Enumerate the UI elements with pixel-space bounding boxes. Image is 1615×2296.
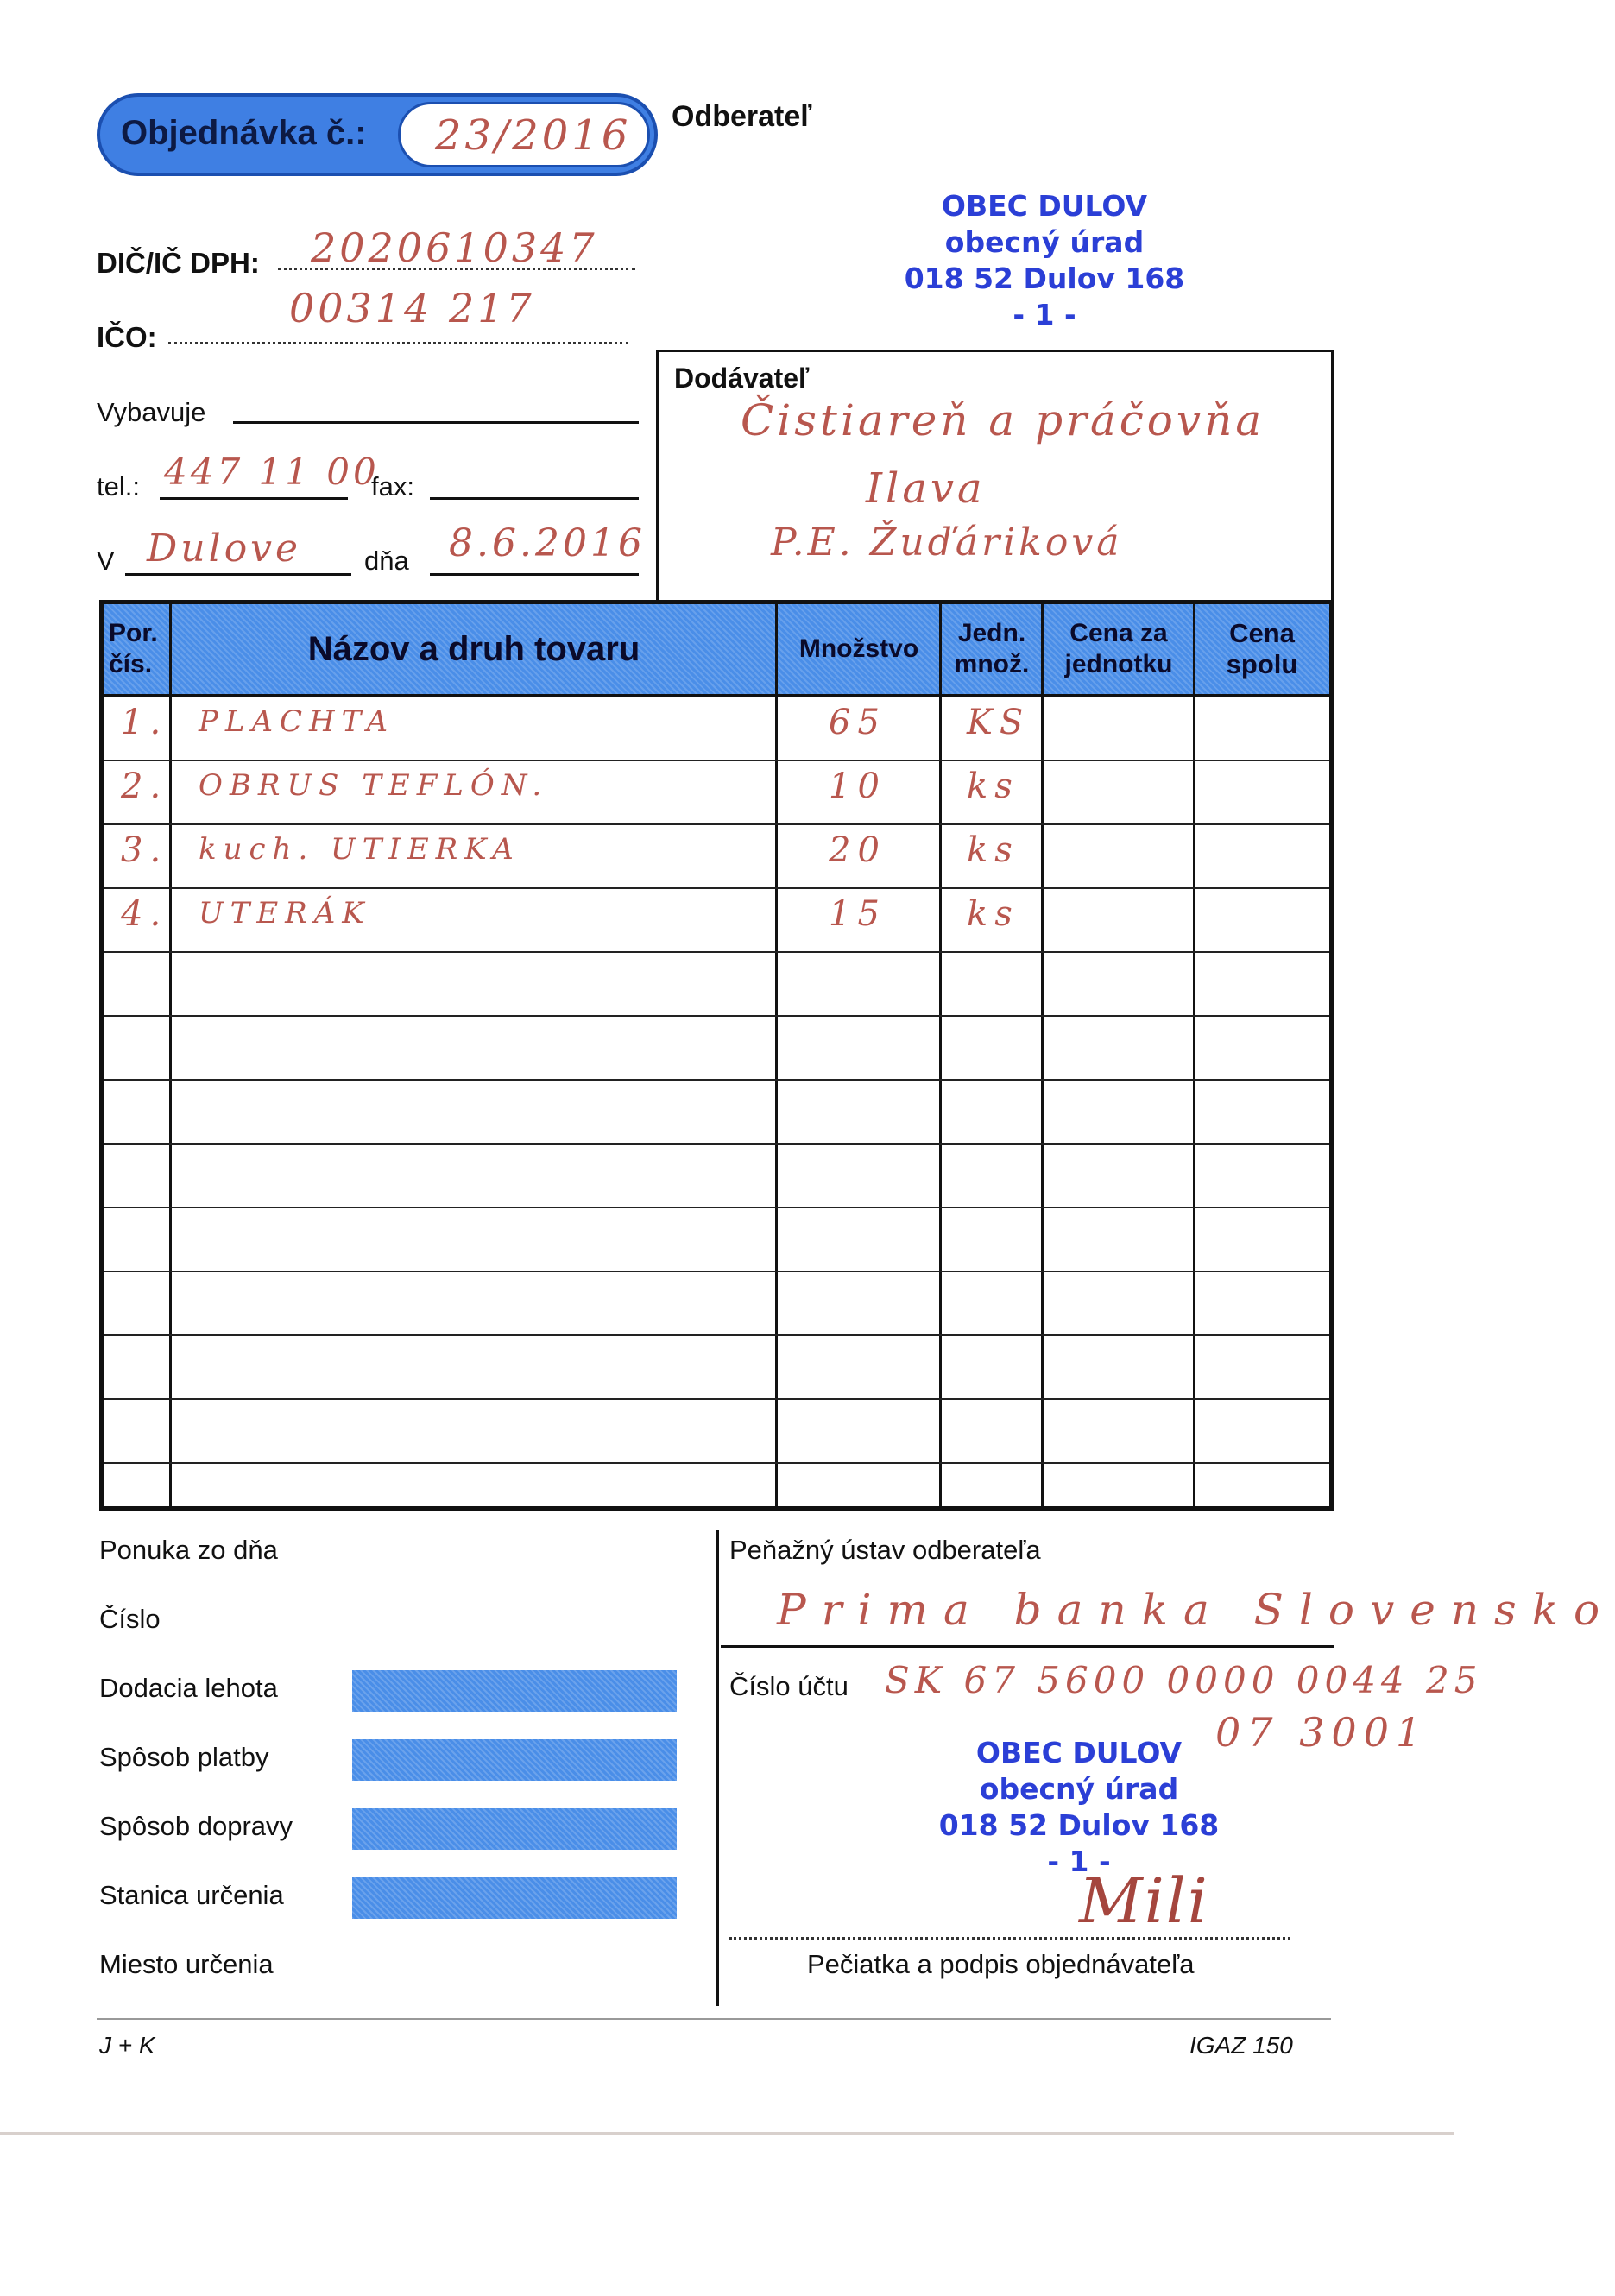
stamp-top-line4: - 1 - [1013, 298, 1076, 331]
supplier-line2: Ilava [866, 464, 986, 513]
stamp-bottom [932, 1735, 1226, 1880]
row-num: 1. [121, 703, 168, 742]
row-divider [104, 1271, 1329, 1272]
row-unit: ks [967, 766, 1019, 806]
row-num: 4. [121, 894, 168, 934]
row-divider [104, 1462, 1329, 1464]
row-qty: 10 [829, 766, 886, 806]
footer-line [97, 2018, 1331, 2020]
account-label: Číslo účtu [729, 1671, 849, 1701]
stamp-top-line2: obecný úrad [944, 225, 1145, 259]
ico-label: IČO: [97, 321, 157, 353]
row-divider [104, 951, 1329, 953]
bank-value: Prima banka Slovensko [777, 1585, 1615, 1635]
row-qty: 15 [829, 894, 886, 934]
payment-bar [352, 1739, 677, 1781]
terms-payment: Spôsob platby [99, 1742, 269, 1772]
stamp-top-line3: 018 52 Dulov 168 [904, 262, 1185, 295]
signature-label: Pečiatka a podpis objednávateľa [807, 1949, 1195, 1979]
stamp-top-line1: OBEC DULOV [941, 189, 1148, 223]
stamp-bottom-line2: obecný úrad [979, 1772, 1179, 1806]
supplier-box [656, 350, 1334, 604]
ico-value: 00314 217 [289, 285, 535, 331]
footer-left: J + K [99, 2032, 155, 2059]
terms-delivery: Dodacia lehota [99, 1673, 278, 1703]
row-name: UTERÁK [199, 896, 371, 930]
handler-label: Vybavuje [97, 397, 206, 427]
account-value: SK 67 5600 0000 0044 25 [885, 1659, 1483, 1701]
account-value-2: 07 3001 [1215, 1709, 1429, 1756]
bank-line [721, 1645, 1334, 1648]
transport-bar [352, 1808, 677, 1850]
header-qty: Množstvo [798, 634, 919, 663]
items-table [99, 600, 1334, 1511]
row-divider [104, 887, 1329, 889]
row-divider [104, 1398, 1329, 1400]
date-value: 8.6.2016 [449, 521, 646, 565]
col-divider [939, 604, 942, 1506]
col-divider [1193, 604, 1195, 1506]
dic-value: 2020610347 [311, 224, 598, 271]
place-line [125, 573, 351, 576]
header-price: Cena za jednotku [1064, 619, 1173, 678]
place-value: Dulove [147, 527, 302, 571]
handler-line [233, 421, 639, 424]
terms-station: Stanica určenia [99, 1880, 284, 1910]
order-title: Objednávka č.: [121, 114, 367, 152]
row-divider [104, 1207, 1329, 1208]
row-divider [104, 1079, 1329, 1081]
bottom-divider [716, 1530, 719, 2006]
row-divider [104, 1143, 1329, 1145]
stamp-bottom-line4: - 1 - [1047, 1845, 1111, 1878]
tel-value: 447 11 00 [164, 451, 380, 493]
terms-number: Číslo [99, 1604, 161, 1634]
delivery-bar [352, 1670, 677, 1712]
col-divider [775, 604, 778, 1506]
signature-dots [729, 1937, 1290, 1940]
order-title-pill [97, 93, 658, 176]
signature-mark: Mili [1079, 1864, 1209, 1937]
col-divider [1041, 604, 1044, 1506]
row-divider [104, 1334, 1329, 1336]
header-por: Por. čís. [109, 619, 158, 678]
terms-destination: Miesto určenia [99, 1949, 274, 1979]
dic-label: DIČ/IČ DPH: [97, 247, 260, 279]
supplier-line3: P.E. Žuďáriková [771, 520, 1123, 565]
bank-label: Peňažný ústav odberateľa [729, 1535, 1041, 1565]
header-total: Cena spolu [1226, 618, 1298, 679]
order-number: 23/2016 [435, 111, 632, 160]
row-divider [104, 1015, 1329, 1017]
stamp-bottom-line3: 018 52 Dulov 168 [938, 1808, 1220, 1842]
paper-edge [0, 2132, 1454, 2135]
ico-dots [168, 342, 628, 344]
place-label: V [97, 546, 115, 576]
date-label: dňa [364, 546, 409, 576]
fax-line [430, 497, 639, 500]
terms-transport: Spôsob dopravy [99, 1811, 293, 1841]
row-unit: ks [967, 830, 1019, 870]
row-divider [104, 760, 1329, 761]
order-number-box [398, 102, 650, 167]
fax-label: fax: [371, 471, 414, 501]
tel-label: tel.: [97, 471, 140, 501]
stamp-bottom-line1: OBEC DULOV [975, 1736, 1183, 1769]
supplier-line1: Čistiareň a práčovňa [741, 395, 1265, 445]
row-name: OBRUS TEFLÓN. [199, 768, 549, 803]
row-unit: ks [967, 894, 1019, 934]
row-qty: 20 [829, 830, 886, 870]
row-num: 2. [121, 766, 168, 806]
row-qty: 65 [829, 703, 886, 742]
col-divider [169, 604, 172, 1506]
stamp-top [898, 188, 1191, 333]
row-name: kuch. UTIERKA [199, 832, 520, 867]
row-divider [104, 823, 1329, 825]
customer-label: Odberateľ [672, 100, 812, 133]
terms-offer-date: Ponuka zo dňa [99, 1535, 278, 1565]
table-header [104, 604, 1329, 697]
station-bar [352, 1877, 677, 1919]
row-num: 3. [121, 830, 168, 870]
row-name: PLACHTA [199, 704, 395, 739]
footer-right: IGAZ 150 [1189, 2032, 1293, 2059]
supplier-label: Dodávateľ [674, 363, 810, 394]
header-name: Názov a druh tovaru [307, 630, 640, 668]
header-unit: Jedn. množ. [954, 619, 1030, 678]
tel-line [160, 497, 348, 500]
row-unit: KS [967, 703, 1031, 742]
date-line [430, 573, 639, 576]
